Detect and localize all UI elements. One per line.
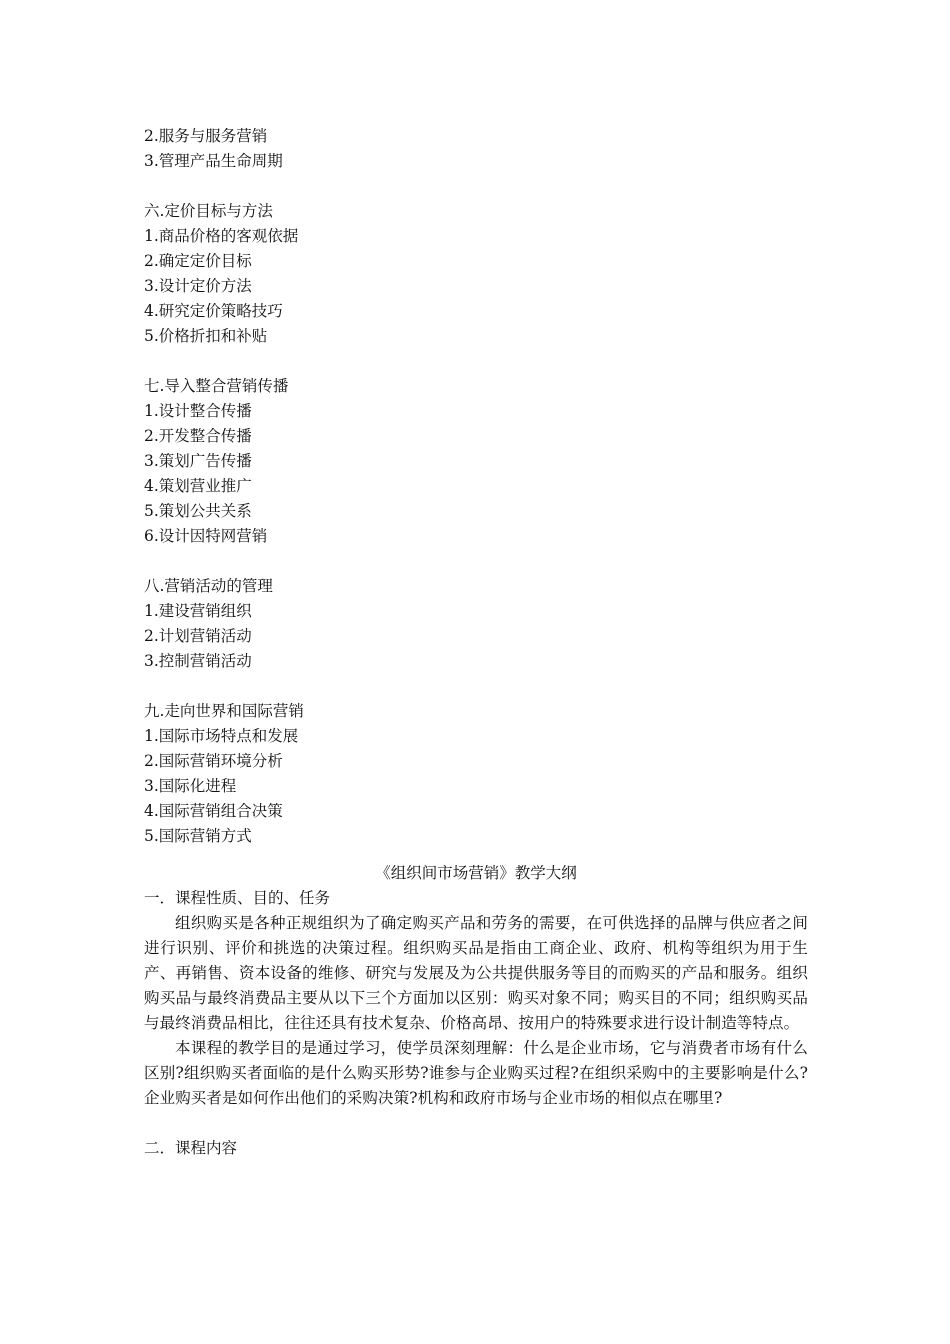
list-item: 3.设计定价方法 xyxy=(144,277,252,295)
outline-title: 《组织间市场营销》教学大纲 xyxy=(375,864,577,882)
list-item: 5.国际营销方式 xyxy=(144,827,252,845)
outline-paragraph-2: 本课程的教学目的是通过学习，使学员深刻理解：什么是企业市场，它与消费者市场有什么区别?组织购买者面临的是什么购买形势?谁参与企业购买过程?在组织采购中的主要影响是什么?企业购买者是如何作出他们的采购决策?机构和政府市场与企业市场的相似点在哪里? xyxy=(144,1039,808,1107)
list-item: 2.国际营销环境分析 xyxy=(144,752,283,770)
list-item: 1.商品价格的客观依据 xyxy=(144,227,299,245)
list-item: 4.研究定价策略技巧 xyxy=(144,302,283,320)
list-item: 5.策划公共关系 xyxy=(144,502,252,520)
list-item: 2.计划营销活动 xyxy=(144,627,252,645)
outline-part1-heading: 一．课程性质、目的、任务 xyxy=(144,889,331,907)
list-item: 6.设计因特网营销 xyxy=(144,527,268,545)
section-heading-6: 六.定价目标与方法 xyxy=(144,202,273,220)
outline-part2-heading: 二．课程内容 xyxy=(144,1139,238,1157)
list-item: 3.管理产品生命周期 xyxy=(144,152,283,170)
document-page xyxy=(144,124,808,1161)
list-item: 1.建设营销组织 xyxy=(144,602,252,620)
list-item: 1.国际市场特点和发展 xyxy=(144,727,299,745)
section-heading-7: 七.导入整合营销传播 xyxy=(144,377,289,395)
list-item: 2.服务与服务营销 xyxy=(144,127,268,145)
list-item: 2.确定定价目标 xyxy=(144,252,252,270)
section-heading-9: 九.走向世界和国际营销 xyxy=(144,702,304,720)
list-item: 4.策划营业推广 xyxy=(144,477,252,495)
list-item: 1.设计整合传播 xyxy=(144,402,252,420)
outline-paragraph-1: 组织购买是各种正规组织为了确定购买产品和劳务的需要，在可供选择的品牌与供应者之间进行识别、评价和挑选的决策过程。组织购买品是指由工商企业、政府、机构等组织为用于生产、再销售、资本设备的维修、研究与发展及为公共提供服务等目的而购买的产品和服务。组织购买品与最终消费品主要从以下三个方面加以区别：购买对象不同；购买目的不同；组织购买品与最终消费品相比，往往还具有技术复杂、价格高昂、按用户的特殊要求进行设计制造等特点。 xyxy=(144,914,808,1032)
list-item: 5.价格折扣和补贴 xyxy=(144,327,268,345)
list-item: 4.国际营销组合决策 xyxy=(144,802,283,820)
list-item: 3.国际化进程 xyxy=(144,777,237,795)
list-item: 3.策划广告传播 xyxy=(144,452,252,470)
list-item: 2.开发整合传播 xyxy=(144,427,252,445)
list-item: 3.控制营销活动 xyxy=(144,652,252,670)
section-heading-8: 八.营销活动的管理 xyxy=(144,577,273,595)
